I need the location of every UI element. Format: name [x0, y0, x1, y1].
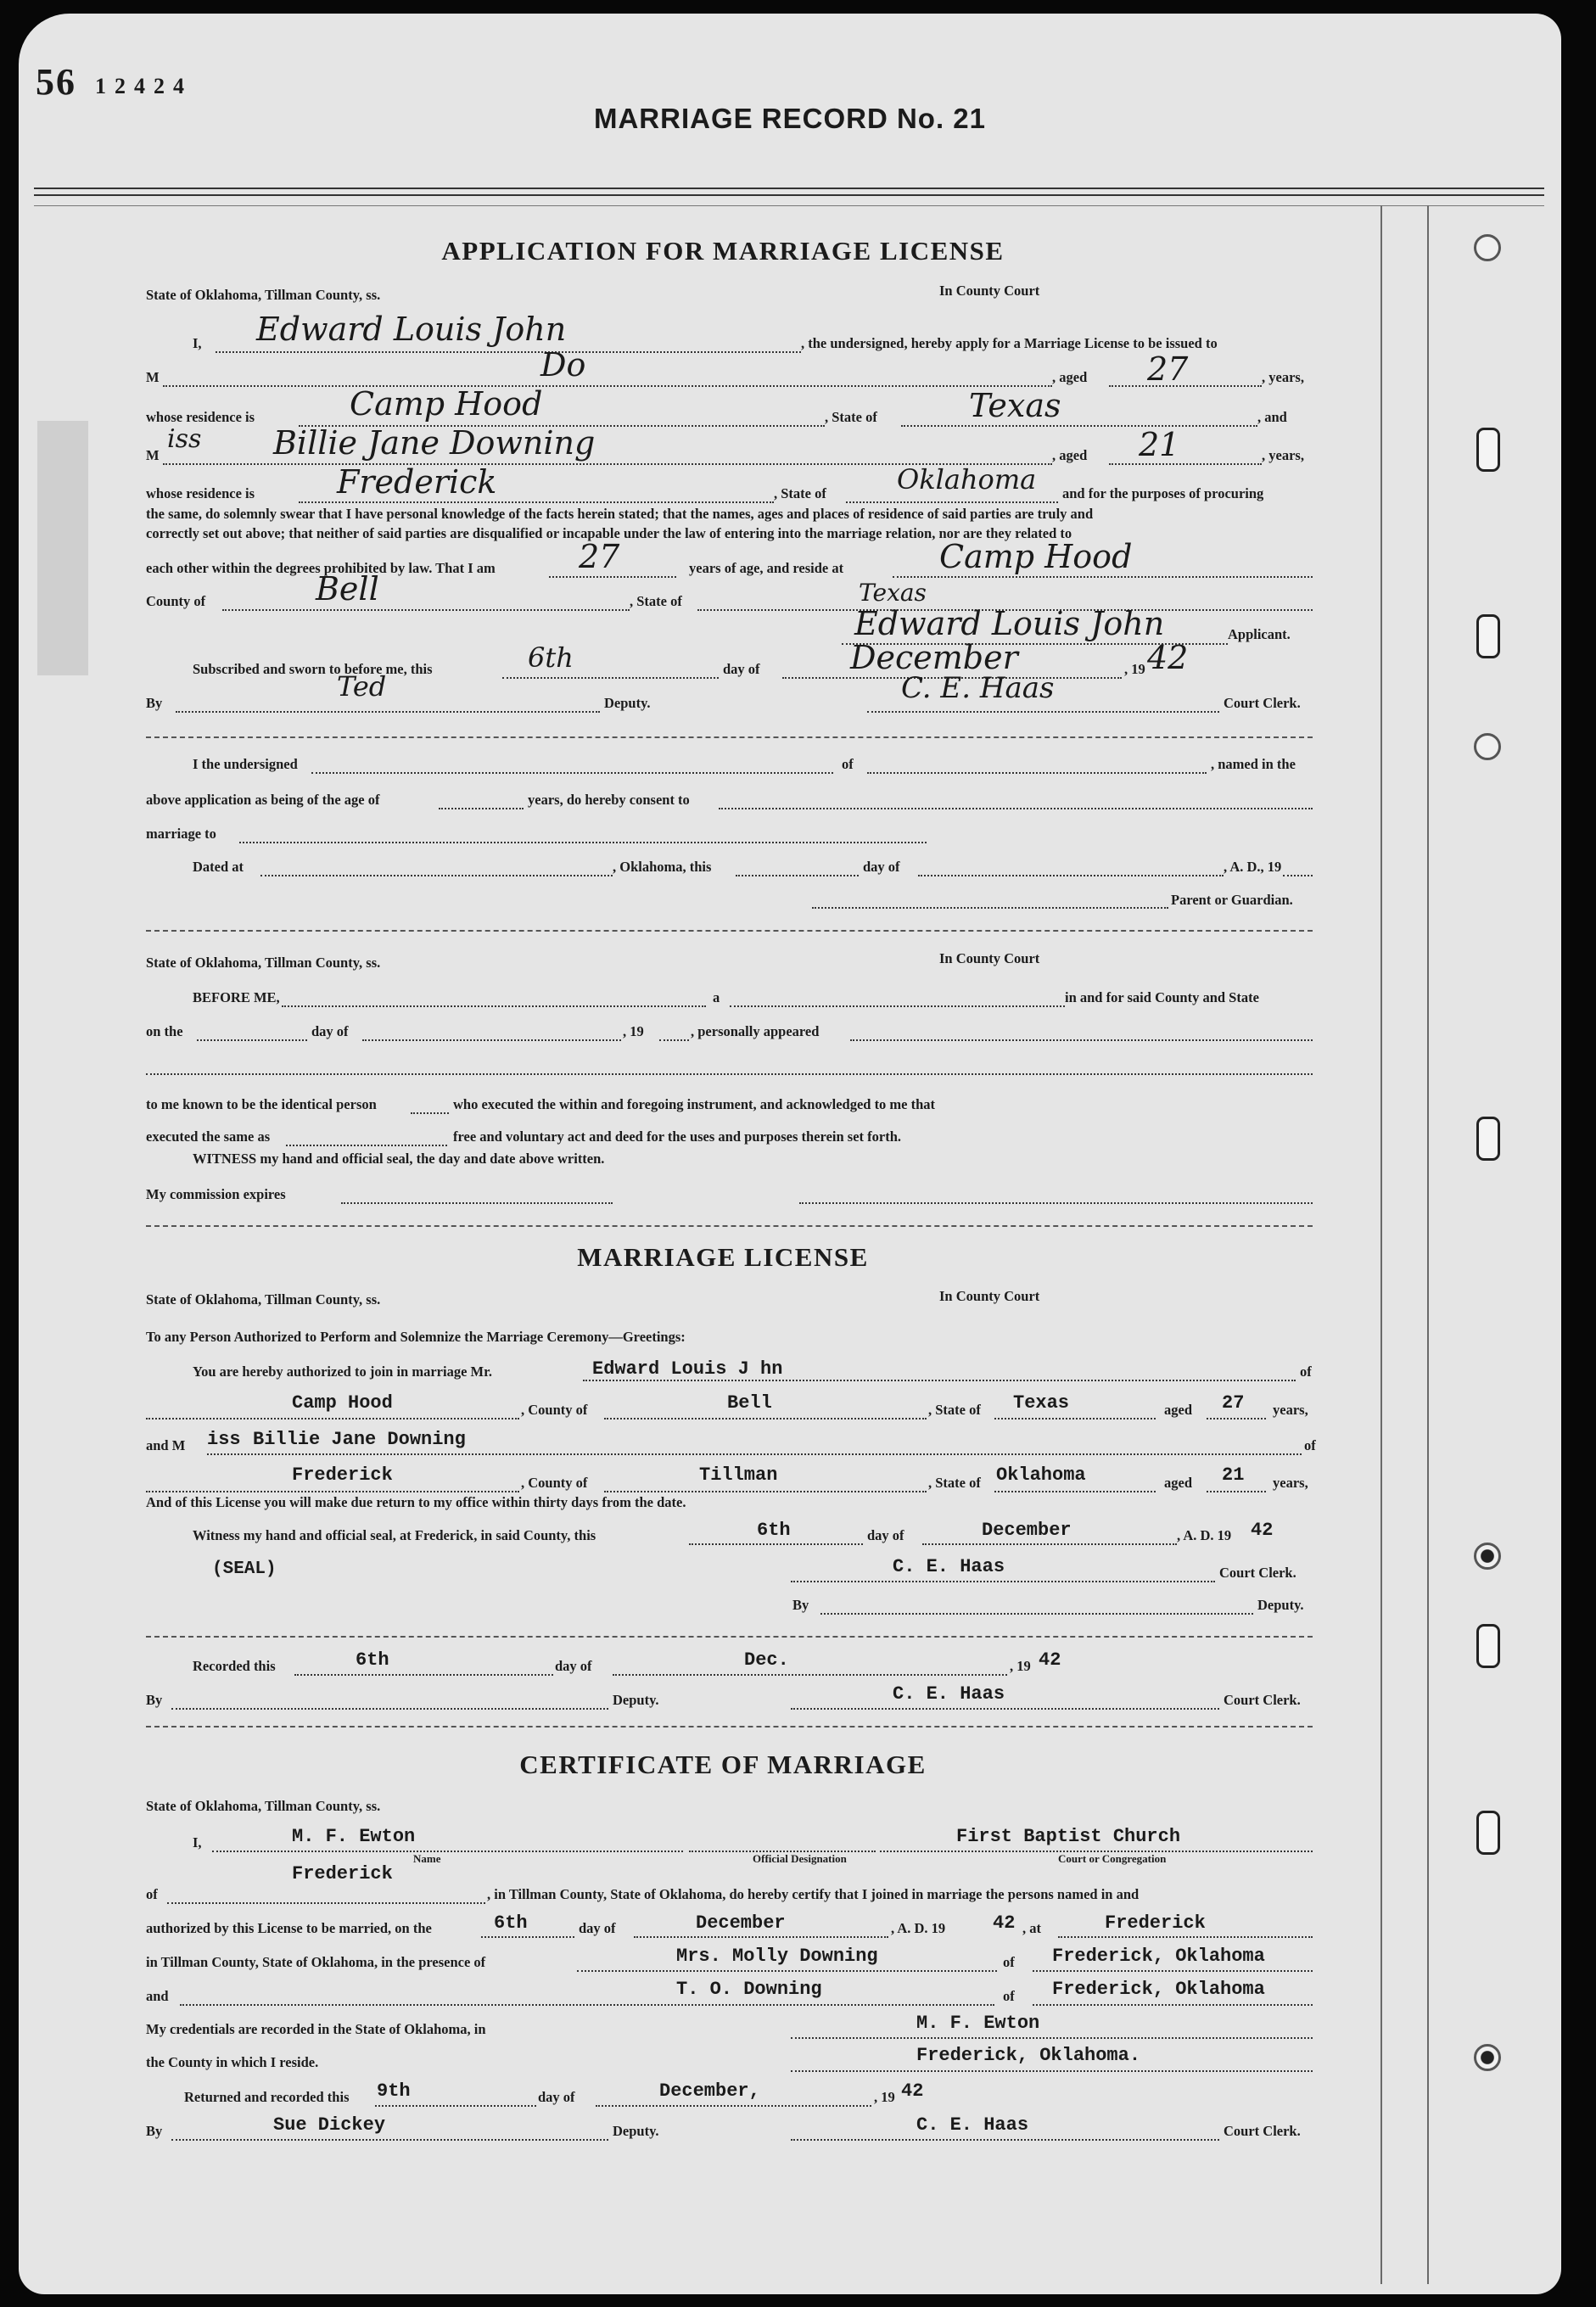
binder-slot	[1476, 1624, 1500, 1668]
fill-line	[146, 1491, 519, 1492]
court-label: In County Court	[939, 283, 1040, 299]
fill-line	[994, 1418, 1156, 1419]
label: , aged	[1052, 447, 1088, 463]
section-divider	[146, 736, 1313, 738]
label: And of this License you will make due return to my office within thirty days from the date.	[146, 1494, 686, 1510]
label: each other within the degrees prohibited by law. That I am	[146, 560, 496, 576]
divider	[34, 194, 1544, 196]
license-month: December	[982, 1520, 1072, 1541]
certificate-title: CERTIFICATE OF MARRIAGE	[519, 1750, 927, 1779]
divider	[34, 188, 1544, 189]
groom-state: Texas	[969, 387, 1061, 424]
fill-line	[197, 1039, 307, 1041]
label: day of	[867, 1527, 904, 1543]
sworn-day: 6th	[528, 641, 574, 674]
witness-2: T. O. Downing	[676, 1979, 822, 2000]
fill-line	[1207, 1418, 1266, 1419]
fill-line	[341, 1202, 613, 1204]
label: BEFORE ME,	[193, 989, 280, 1005]
serial-number: 12424	[95, 73, 193, 98]
divider	[34, 205, 1544, 206]
groom-name: Edward Louis J hn	[592, 1358, 783, 1380]
fill-line	[604, 1491, 927, 1492]
label: Parent or Guardian.	[1171, 892, 1293, 908]
label: day of	[863, 859, 900, 875]
fill-line	[207, 1453, 1302, 1455]
fill-line	[163, 385, 1052, 387]
credentials-name: M. F. Ewton	[916, 2013, 1040, 2034]
groom-residence: Camp Hood	[292, 1392, 393, 1414]
label: to me known to be the identical person	[146, 1096, 377, 1112]
fill-line	[282, 1005, 706, 1007]
label: and for the purposes of procuring	[1062, 485, 1264, 501]
label: M	[146, 447, 160, 463]
fill-line	[222, 609, 630, 611]
caption: Official Designation	[753, 1852, 847, 1865]
fill-line	[216, 351, 801, 353]
fill-line	[146, 1418, 519, 1419]
label: , County of	[521, 1402, 588, 1418]
label: , State of	[630, 593, 682, 609]
label: who executed the within and foregoing instrument, and acknowledged to me that	[453, 1096, 936, 1112]
section-divider	[146, 1225, 1313, 1227]
fill-line	[481, 1936, 574, 1938]
binder-hole	[1474, 234, 1501, 261]
label: You are hereby authorized to join in marriage Mr.	[193, 1363, 493, 1380]
label: day of	[538, 2089, 575, 2105]
label: executed the same as	[146, 1128, 271, 1145]
divider	[1427, 205, 1429, 2284]
label: Dated at	[193, 859, 244, 875]
label: , 19	[1010, 1658, 1031, 1674]
label: Deputy.	[1257, 1597, 1304, 1613]
fill-line	[918, 875, 1224, 876]
groom-residence: Camp Hood	[350, 385, 543, 423]
applicant-residence: Camp Hood	[939, 538, 1133, 575]
paper-strip	[37, 421, 88, 675]
label: years of age, and reside at	[689, 560, 844, 576]
applicant-county: Bell	[316, 570, 379, 608]
label: authorized by this License to be married, on the	[146, 1920, 432, 1936]
fill-line	[1058, 1936, 1313, 1938]
license-clerk: C. E. Haas	[893, 1556, 1005, 1577]
fill-line	[1033, 2004, 1313, 2006]
label: above application as being of the age of	[146, 792, 380, 808]
recorded-clerk: C. E. Haas	[893, 1683, 1005, 1705]
fill-line	[596, 2105, 871, 2107]
sworn-year: 42	[1147, 639, 1189, 676]
label: whose residence is	[146, 485, 255, 501]
label: Court Clerk.	[1224, 695, 1301, 711]
fill-line	[1207, 1491, 1266, 1492]
fill-line	[791, 2037, 1313, 2039]
recorded-month: Dec.	[744, 1649, 789, 1671]
fill-line	[689, 1543, 863, 1545]
binder-slot	[1476, 1117, 1500, 1161]
fill-line	[893, 576, 1313, 578]
binder-slot	[1476, 614, 1500, 658]
fill-line	[176, 711, 600, 713]
fill-line	[820, 1613, 1253, 1615]
label: Witness my hand and official seal, at Frederick, in said County, this	[193, 1527, 596, 1543]
applicant-signature: Edward Louis John	[854, 605, 1165, 642]
label: , County of	[521, 1475, 588, 1491]
groom-age: 27	[1147, 350, 1189, 388]
certificate-clerk: C. E. Haas	[916, 2114, 1029, 2136]
witness-1-place: Frederick, Oklahoma	[1052, 1946, 1265, 1967]
fill-line	[362, 1039, 621, 1041]
label: , A. D. 19	[891, 1920, 946, 1936]
label: Recorded this	[193, 1658, 276, 1674]
label: day of	[555, 1658, 592, 1674]
fill-line	[502, 677, 719, 679]
label: , Oklahoma, this	[613, 859, 712, 875]
fill-line	[212, 1851, 683, 1852]
label: , aged	[1052, 369, 1088, 385]
binder-slot	[1476, 1811, 1500, 1855]
application-title: APPLICATION FOR MARRIAGE LICENSE	[441, 236, 1005, 266]
label: I the undersigned	[193, 756, 298, 772]
fill-line	[239, 842, 927, 843]
label: , A. D., 19	[1224, 859, 1282, 875]
returned-month: December,	[659, 2080, 760, 2102]
bride-name: Billie Jane Downing	[273, 424, 596, 462]
fill-line	[791, 2070, 1313, 2072]
fill-line	[167, 1902, 485, 1904]
label: and	[146, 1988, 169, 2004]
section-divider	[146, 1726, 1313, 1727]
court-label: In County Court	[939, 950, 1040, 966]
recorded-year: 42	[1039, 1649, 1061, 1671]
label: whose residence is	[146, 409, 255, 425]
fill-line	[180, 2004, 994, 2006]
returned-day: 9th	[377, 2080, 411, 2102]
caption: Name	[413, 1852, 441, 1865]
label: , personally appeared	[691, 1023, 820, 1039]
label: of	[1300, 1363, 1312, 1380]
applicant-age: 27	[579, 538, 620, 575]
fill-line	[375, 2105, 536, 2107]
fill-line	[311, 772, 833, 774]
label: and M	[146, 1437, 186, 1453]
marriage-day: 6th	[494, 1912, 528, 1934]
fill-line	[299, 501, 774, 503]
label: , State of	[928, 1402, 981, 1418]
miss-prefix: iss	[167, 424, 202, 454]
fill-line	[634, 1936, 888, 1938]
label: years, do hereby consent to	[528, 792, 690, 808]
groom-age: 27	[1222, 1392, 1245, 1414]
recorded-day: 6th	[356, 1649, 389, 1671]
section-divider	[146, 930, 1313, 932]
label: I,	[193, 335, 202, 351]
fill-line	[604, 1418, 927, 1419]
seal-label: (SEAL)	[212, 1559, 277, 1579]
label: Returned and recorded this	[184, 2089, 350, 2105]
bride-residence: Frederick	[337, 463, 497, 501]
fill-line	[736, 875, 859, 876]
label: WITNESS my hand and official seal, the day and date above written.	[193, 1151, 605, 1167]
fill-line	[719, 808, 1313, 809]
label: , at	[1022, 1920, 1041, 1936]
label: Court Clerk.	[1224, 1692, 1301, 1708]
label: Applicant.	[1228, 626, 1291, 642]
label: the County in which I reside.	[146, 2054, 319, 2070]
label: Deputy.	[613, 2123, 659, 2139]
record-title: MARRIAGE RECORD No. 21	[593, 103, 987, 134]
fill-line	[799, 1202, 1313, 1204]
label: M	[146, 369, 160, 385]
fill-line	[994, 1491, 1156, 1492]
label: day of	[723, 661, 760, 677]
fill-line	[549, 576, 676, 578]
groom-county: Bell	[727, 1392, 772, 1414]
binder-slot	[1476, 428, 1500, 472]
label: aged	[1164, 1402, 1192, 1418]
label: day of	[579, 1920, 616, 1936]
label: in Tillman County, State of Oklahoma, in the presence of	[146, 1954, 486, 1970]
fill-line	[867, 711, 1219, 713]
fill-line	[613, 1674, 1007, 1676]
fill-line	[901, 425, 1257, 427]
fill-line	[439, 808, 524, 809]
applicant-name: Edward Louis John	[256, 311, 567, 348]
fill-line	[846, 501, 1058, 503]
fill-line	[146, 1073, 1313, 1075]
caption: Court or Congregation	[1058, 1852, 1167, 1865]
bride-age: 21	[1139, 426, 1180, 463]
page-number: 56	[36, 61, 76, 103]
label: marriage to	[146, 826, 216, 842]
witness-1: Mrs. Molly Downing	[676, 1946, 878, 1967]
state-county-label: State of Oklahoma, Tillman County, ss.	[146, 1291, 381, 1307]
label: Court Clerk.	[1219, 1565, 1296, 1581]
label: , years,	[1262, 447, 1304, 463]
bride-residence: Frederick	[292, 1464, 393, 1486]
label: By	[792, 1597, 809, 1613]
fill-line	[1109, 463, 1262, 465]
label: Deputy.	[604, 695, 651, 711]
fill-line	[171, 1708, 608, 1710]
fill-line	[812, 907, 1168, 909]
state-county-label: State of Oklahoma, Tillman County, ss.	[146, 287, 381, 303]
label: County of	[146, 593, 206, 609]
groom-name: Do	[540, 346, 586, 384]
label: of	[842, 756, 854, 772]
label: , the undersigned, hereby apply for a Marriage License to be issued to	[801, 335, 1218, 351]
marriage-month: December	[696, 1912, 786, 1934]
officiant-place: Frederick	[292, 1863, 393, 1884]
returned-year: 42	[901, 2080, 924, 2102]
label: free and voluntary act and deed for the uses and purposes therein set forth.	[453, 1128, 902, 1145]
court-label: In County Court	[939, 1288, 1040, 1304]
fill-line	[659, 1039, 689, 1041]
bride-prefix: iss	[207, 1429, 241, 1450]
fill-line	[791, 2139, 1219, 2141]
label: , State of	[825, 409, 877, 425]
label: , named in the	[1211, 756, 1296, 772]
label: a	[713, 989, 720, 1005]
bride-state: Oklahoma	[897, 463, 1037, 496]
label: , State of	[928, 1475, 981, 1491]
state-county-label: State of Oklahoma, Tillman County, ss.	[146, 1798, 381, 1814]
label: , State of	[774, 485, 826, 501]
label: years,	[1273, 1475, 1308, 1491]
section-divider	[146, 1636, 1313, 1638]
bride-age: 21	[1222, 1464, 1245, 1486]
fill-line	[922, 1543, 1177, 1545]
fill-line	[294, 1674, 553, 1676]
label: on the	[146, 1023, 183, 1039]
marriage-place: Frederick	[1105, 1912, 1206, 1934]
fill-line	[867, 772, 1207, 774]
license-year: 42	[1251, 1520, 1274, 1541]
label: of	[1003, 1988, 1015, 2004]
bride-name: Billie Jane Downing	[253, 1429, 466, 1450]
sworn-month: December	[850, 639, 1018, 676]
bride-county: Tillman	[699, 1464, 778, 1486]
fill-line	[791, 1708, 1219, 1710]
label: Court Clerk.	[1224, 2123, 1301, 2139]
congregation: First Baptist Church	[956, 1826, 1181, 1847]
certificate-deputy: Sue Dickey	[273, 2114, 386, 2136]
label: Subscribed and sworn to before me, this	[193, 661, 433, 677]
license-day: 6th	[757, 1520, 791, 1541]
label: , A. D. 19	[1177, 1527, 1232, 1543]
groom-state: Texas	[1013, 1392, 1070, 1414]
clerk-signature: C. E. Haas	[901, 671, 1055, 705]
label: day of	[311, 1023, 349, 1039]
fill-line	[730, 1005, 1065, 1007]
fill-line	[411, 1112, 449, 1114]
label: , 19	[623, 1023, 644, 1039]
witness-2-place: Frederick, Oklahoma	[1052, 1979, 1265, 2000]
fill-line	[171, 2139, 608, 2141]
label: My commission expires	[146, 1186, 286, 1202]
fill-line	[286, 1145, 447, 1146]
applicant-state: Texas	[859, 579, 927, 607]
label: , years,	[1262, 369, 1304, 385]
oath-text: the same, do solemnly swear that I have personal knowledge of the facts herein stated; that the names, ages and places of residence of said parties are truly and	[146, 506, 1094, 522]
binder-hole	[1474, 2044, 1501, 2071]
bride-state: Oklahoma	[996, 1464, 1086, 1486]
fill-line	[260, 875, 613, 876]
fill-line	[583, 1380, 1296, 1381]
marriage-year: 42	[993, 1912, 1016, 1934]
label: of	[1304, 1437, 1316, 1453]
label: My credentials are recorded in the State of Oklahoma, in	[146, 2021, 486, 2037]
page-header	[36, 60, 193, 104]
label: I,	[193, 1834, 202, 1851]
officiant-name: M. F. Ewton	[292, 1826, 416, 1847]
license-title: MARRIAGE LICENSE	[577, 1242, 869, 1272]
fill-line	[577, 1970, 997, 1972]
fill-line	[791, 1581, 1215, 1582]
state-county-label: State of Oklahoma, Tillman County, ss.	[146, 955, 381, 971]
binder-hole	[1474, 1543, 1501, 1570]
label: By	[146, 695, 163, 711]
label: years,	[1273, 1402, 1308, 1418]
label: aged	[1164, 1475, 1192, 1491]
label: Deputy.	[613, 1692, 659, 1708]
fill-line	[1283, 875, 1313, 876]
greeting-text: To any Person Authorized to Perform and Solemnize the Marriage Ceremony—Greetings:	[146, 1329, 686, 1345]
label: of	[1003, 1954, 1015, 1970]
oath-text: correctly set out above; that neither of said parties are disqualified or incapable under the law of entering into the marriage relation, nor are they related to	[146, 525, 1072, 541]
label: of	[146, 1886, 158, 1902]
record-page	[19, 14, 1561, 2294]
binder-hole	[1474, 733, 1501, 760]
label: By	[146, 2123, 163, 2139]
fill-line	[850, 1039, 1313, 1041]
label: , in Tillman County, State of Oklahoma, do hereby certify that I joined in marriage the persons named in and	[487, 1886, 1140, 1902]
label: in and for said County and State	[1065, 989, 1259, 1005]
label: , 19	[1124, 661, 1145, 677]
label: By	[146, 1692, 163, 1708]
fill-line	[1033, 1970, 1313, 1972]
label: , 19	[874, 2089, 895, 2105]
deputy-initials: Ted	[337, 670, 387, 703]
credentials-place: Frederick, Oklahoma.	[916, 2045, 1141, 2066]
label: , and	[1257, 409, 1287, 425]
